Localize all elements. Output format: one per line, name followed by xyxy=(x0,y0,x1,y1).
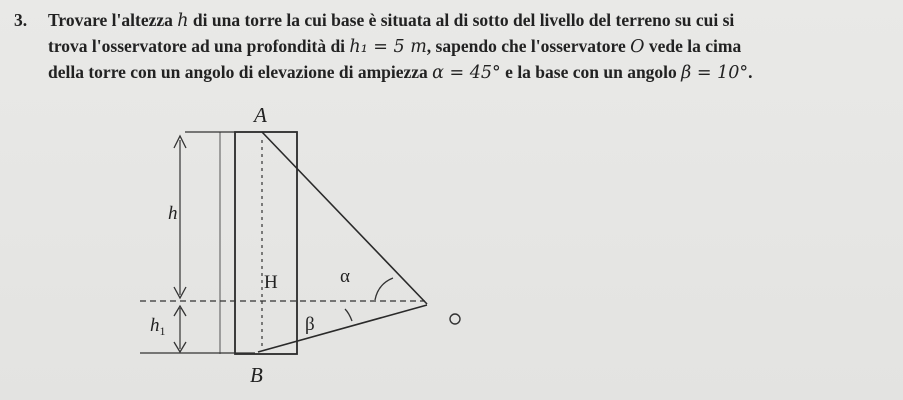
label-alpha: α xyxy=(340,266,350,287)
text-segment: di una torre la cui base è situata al di sotto del livello del terreno su cui si xyxy=(188,10,735,30)
variable-h: h xyxy=(177,11,189,31)
problem-number: 3. xyxy=(14,10,28,30)
tower-rect xyxy=(235,132,297,354)
text-segment: trova l'osservatore ad una profondità di xyxy=(48,36,350,56)
problem-line-1 xyxy=(14,8,894,34)
problem-line-2 xyxy=(14,34,894,60)
text-segment: . xyxy=(748,62,753,82)
sight-line-base xyxy=(258,305,427,352)
label-H: H xyxy=(264,272,278,293)
label-beta: β xyxy=(305,314,315,335)
tower-figure xyxy=(0,95,903,400)
alpha-arc xyxy=(375,278,393,300)
formula-beta: β = 10° xyxy=(681,63,749,83)
problem-text xyxy=(14,8,894,86)
formula-h1: h₁ = 5 m xyxy=(349,37,427,57)
label-A: A xyxy=(254,103,267,127)
label-h1-base: h xyxy=(150,315,160,336)
text-segment: e la base con un angolo xyxy=(500,62,682,82)
problem-line-3 xyxy=(14,60,894,86)
text-segment: vede la cima xyxy=(644,36,742,56)
label-h1 xyxy=(150,315,166,338)
formula-alpha: α = 45° xyxy=(432,63,501,83)
label-h1-sub: 1 xyxy=(159,324,166,338)
label-h: h xyxy=(168,203,178,224)
variable-O: O xyxy=(630,37,645,57)
label-B: B xyxy=(250,363,263,387)
text-segment: , sapendo che l'osservatore xyxy=(426,36,631,56)
beta-arc xyxy=(345,309,352,321)
text-segment: della torre con un angolo di elevazione di ampiezza xyxy=(48,62,433,82)
observer-point xyxy=(450,314,460,324)
text-segment: Trovare l'altezza xyxy=(48,10,178,30)
